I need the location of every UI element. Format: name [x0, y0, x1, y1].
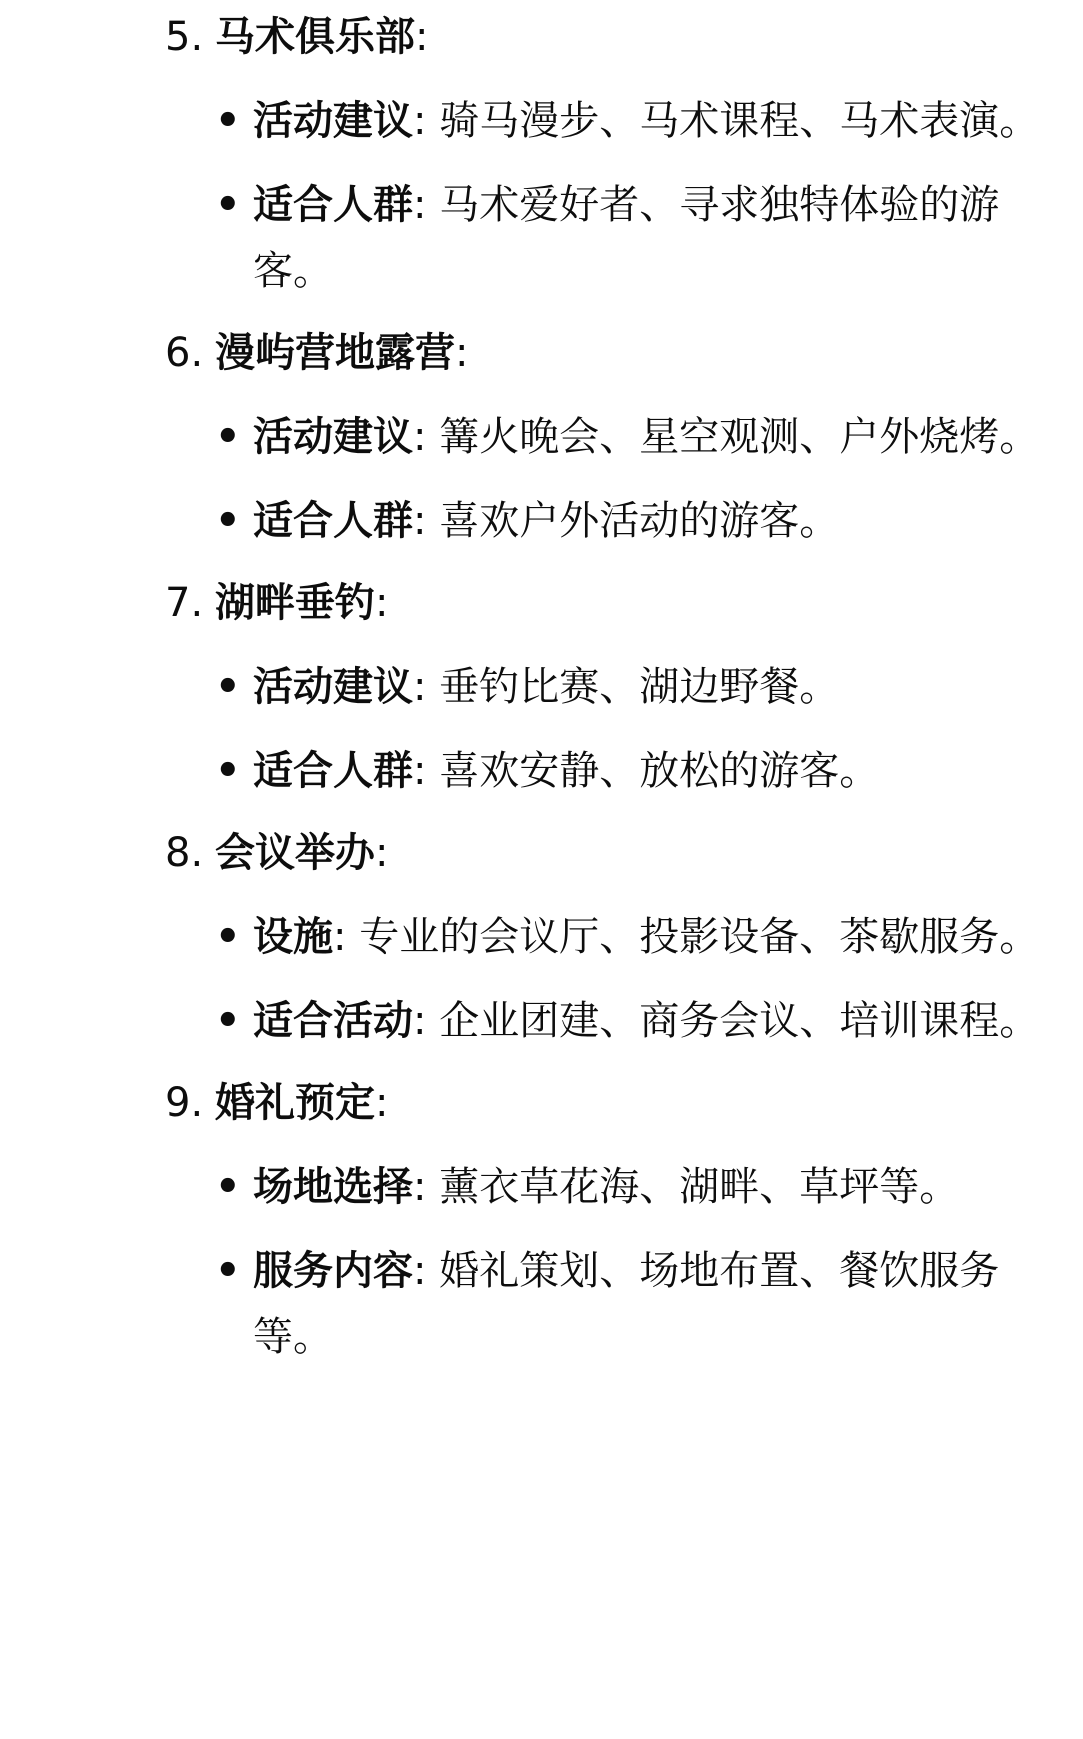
- item-separator: :: [413, 414, 440, 460]
- list-item: [165, 904, 1043, 970]
- item-key: 活动建议: [253, 98, 413, 144]
- item-separator: :: [413, 1164, 440, 1210]
- bullet-list: [165, 1154, 1045, 1370]
- item-key: 活动建议: [253, 414, 413, 460]
- bullet-list: [165, 404, 1045, 554]
- item-separator: :: [413, 1248, 440, 1294]
- section-title: 会议举办: [215, 830, 375, 876]
- item-key: 适合人群: [253, 498, 413, 544]
- item-value: 喜欢安静、放松的游客。: [439, 748, 880, 794]
- bullet-icon: •: [215, 1164, 241, 1210]
- item-value: 婚礼策划、场地布置、餐饮服务等。: [253, 1248, 1000, 1360]
- item-value: 薰衣草花海、湖畔、草坪等。: [439, 1164, 960, 1210]
- section-equestrian-club: [165, 6, 1045, 304]
- item-separator: :: [413, 748, 440, 794]
- item-key: 活动建议: [253, 664, 413, 710]
- document-content: [165, 6, 1045, 1388]
- section-number: 8.: [165, 830, 204, 876]
- item-key: 适合人群: [253, 182, 413, 228]
- bullet-icon: •: [215, 748, 241, 794]
- bullet-list: [165, 88, 1045, 304]
- section-number: 6.: [165, 330, 204, 376]
- list-item: [165, 1154, 1043, 1220]
- list-item: [165, 88, 1043, 154]
- bullet-list: [165, 904, 1045, 1054]
- bullet-icon: •: [215, 414, 241, 460]
- item-key: 适合活动: [253, 998, 413, 1044]
- bullet-icon: •: [215, 98, 241, 144]
- item-key: 场地选择: [253, 1164, 413, 1210]
- item-value: 垂钓比赛、湖边野餐。: [439, 664, 840, 710]
- section-number: 9.: [165, 1080, 204, 1126]
- item-value: 篝火晚会、星空观测、户外烧烤。: [439, 414, 1040, 460]
- heading-colon: :: [375, 580, 389, 626]
- item-separator: :: [413, 664, 440, 710]
- bullet-icon: •: [215, 914, 241, 960]
- heading-colon: :: [455, 330, 469, 376]
- section-camping: [165, 322, 1045, 554]
- list-item: [165, 654, 1043, 720]
- section-title: 湖畔垂钓: [215, 580, 375, 626]
- item-value: 马术爱好者、寻求独特体验的游客。: [253, 182, 1000, 294]
- bullet-icon: •: [215, 1248, 241, 1294]
- heading-colon: :: [375, 1080, 389, 1126]
- bullet-icon: •: [215, 498, 241, 544]
- item-separator: :: [413, 98, 440, 144]
- section-heading: [165, 1072, 1045, 1134]
- section-heading: [165, 322, 1045, 384]
- item-value: 骑马漫步、马术课程、马术表演。: [439, 98, 1040, 144]
- bullet-icon: •: [215, 182, 241, 228]
- section-heading: [165, 6, 1045, 68]
- section-wedding: [165, 1072, 1045, 1370]
- section-meetings: [165, 822, 1045, 1054]
- item-value: 企业团建、商务会议、培训课程。: [439, 998, 1040, 1044]
- item-value: 专业的会议厅、投影设备、茶歇服务。: [359, 914, 1040, 960]
- list-item: [165, 988, 1043, 1054]
- item-separator: :: [333, 914, 360, 960]
- section-title: 漫屿营地露营: [215, 330, 455, 376]
- bullet-list: [165, 654, 1045, 804]
- section-title: 婚礼预定: [215, 1080, 375, 1126]
- heading-colon: :: [375, 830, 389, 876]
- section-heading: [165, 822, 1045, 884]
- section-title: 马术俱乐部: [215, 14, 415, 60]
- list-item: [165, 172, 1043, 304]
- section-number: 7.: [165, 580, 204, 626]
- list-item: [165, 1238, 1043, 1370]
- section-number: 5.: [165, 14, 204, 60]
- list-item: [165, 488, 1043, 554]
- item-key: 设施: [253, 914, 333, 960]
- item-separator: :: [413, 498, 440, 544]
- section-lakeside-fishing: [165, 572, 1045, 804]
- bullet-icon: •: [215, 998, 241, 1044]
- list-item: [165, 738, 1043, 804]
- heading-colon: :: [415, 14, 429, 60]
- item-value: 喜欢户外活动的游客。: [439, 498, 840, 544]
- item-key: 适合人群: [253, 748, 413, 794]
- item-key: 服务内容: [253, 1248, 413, 1294]
- list-item: [165, 404, 1043, 470]
- item-separator: :: [413, 998, 440, 1044]
- item-separator: :: [413, 182, 440, 228]
- section-heading: [165, 572, 1045, 634]
- bullet-icon: •: [215, 664, 241, 710]
